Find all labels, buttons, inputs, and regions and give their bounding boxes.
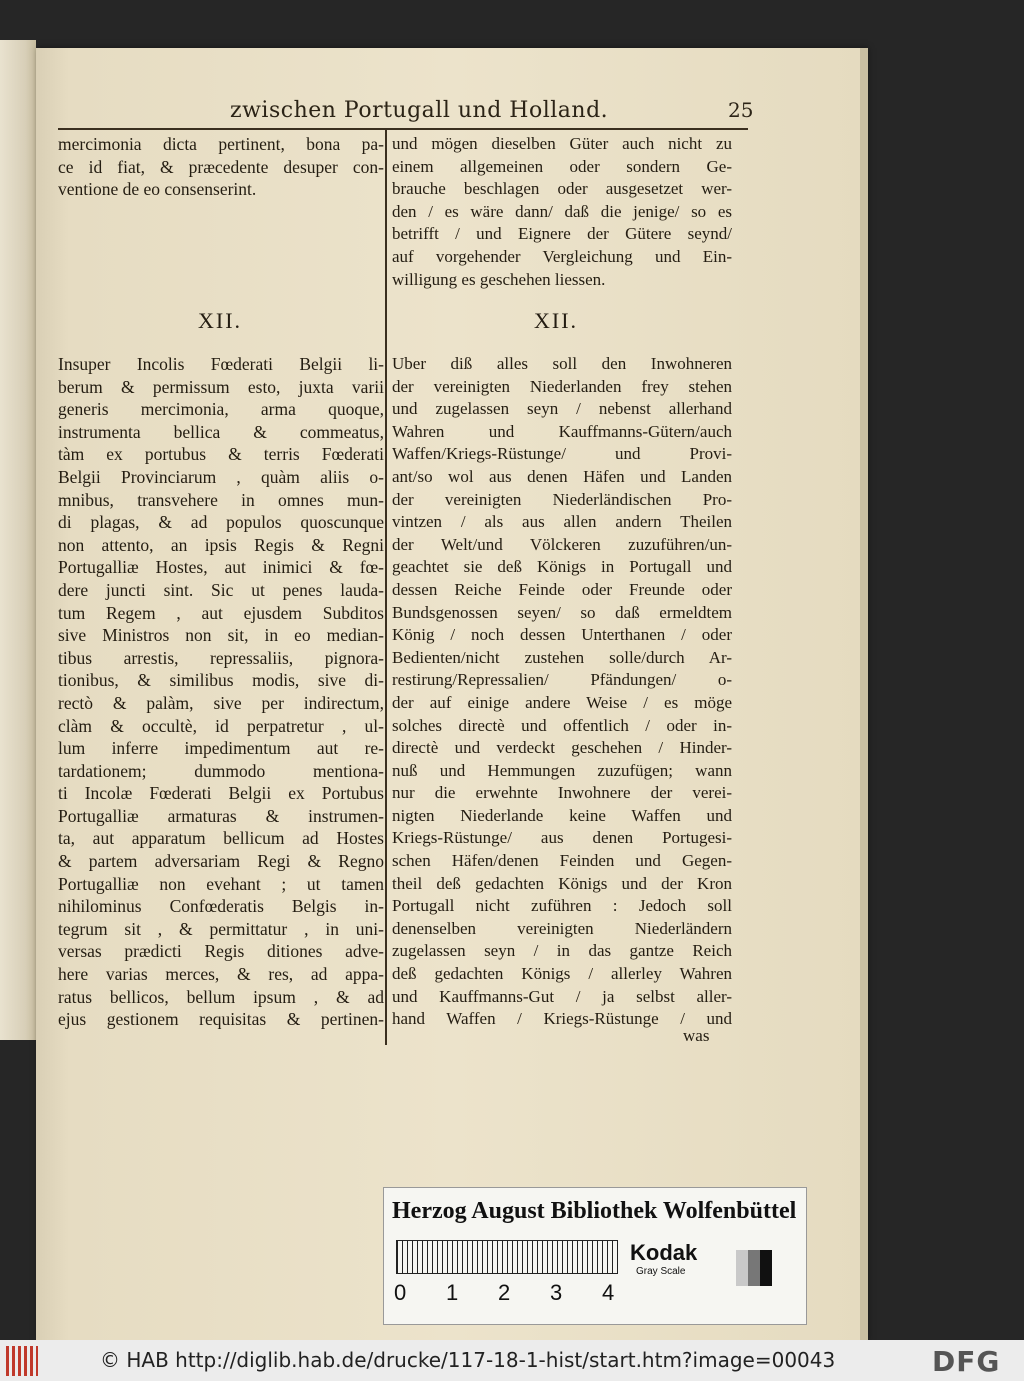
gray-swatch-light	[736, 1250, 748, 1286]
text-line: Portugalliæ armaturas & instrumen-	[58, 805, 384, 826]
gray-scale-caption: Gray Scale	[636, 1266, 686, 1277]
text-line: sive Ministros non sit, in eo median-	[58, 625, 384, 646]
text-line: und zugelassen seyn / nebenst allerhand	[392, 399, 732, 419]
text-line: tàm ex portubus & terris Fœderati	[58, 444, 384, 465]
text-line: zugelassen seyn / in das gantze Reich	[392, 941, 732, 961]
text-line: tegrum sit , & permittatur , in uni-	[58, 918, 384, 939]
text-line: König / noch dessen Unterthanen / oder	[392, 625, 732, 645]
text-line: willigung es geschehen liessen.	[392, 269, 606, 289]
kodak-brand: Kodak	[630, 1240, 698, 1265]
text-line: der vereinigten Niederlanden frey stehen	[392, 376, 732, 396]
text-line: und Kauffmanns-Gut / ja selbst aller-	[392, 986, 732, 1006]
text-line: tum Regem , aut ejusdem Subditos	[58, 602, 384, 623]
scale-ticks	[394, 1280, 624, 1308]
dfg-logo[interactable]: DFG	[932, 1345, 1001, 1378]
text-line: ejus gestionem requisitas & pertinen-	[58, 1009, 384, 1030]
text-line: mnibus, transvehere in omnes mun-	[58, 489, 384, 510]
text-line: nur die erwehnte Inwohnere der verei-	[392, 783, 732, 803]
text-line: auf vorgehender Vergleichung und Ein-	[392, 246, 732, 266]
text-line: den / es wäre dann/ daß die jenige/ so es	[392, 201, 732, 221]
text-line: non attento, an ipsis Regis & Regni	[58, 534, 384, 555]
scale-tick-label: 0	[394, 1280, 407, 1305]
text-line: directè und verdeckt geschehen / Hinder-	[392, 738, 732, 758]
text-line: ce id fiat, & præcedente desuper con-	[58, 156, 384, 177]
scale-tick-label: 2	[498, 1280, 511, 1305]
text-line: Kriegs-Rüstunge/ aus denen Portugesi-	[392, 828, 732, 848]
text-line: Belgii Provinciarum , quàm aliis o-	[58, 466, 384, 487]
text-line: generis mercimonia, arma quoque,	[58, 399, 384, 420]
text-line: Wahren und Kauffmanns-Gütern/auch	[392, 421, 732, 441]
text-line: tionibus, & similibus modis, sive di-	[58, 670, 384, 691]
text-line: nigten Niederlande keine Waffen und	[392, 805, 732, 825]
text-line: rectò & palàm, sive per indirectum,	[58, 692, 384, 713]
text-line: betrifft / und Eignere der Gütere seynd/	[392, 224, 732, 244]
latin-column-body	[58, 353, 384, 1031]
text-line: restirung/Repressalien/ Pfändungen/ o-	[392, 670, 732, 690]
header-rule	[58, 128, 748, 130]
text-line: der auf einige andere Weise / es möge	[392, 692, 732, 712]
text-line: theil deß gedachten Königs und der Kron	[392, 873, 732, 893]
text-line: berum & permissum esto, juxta varii	[58, 376, 384, 397]
text-line: Portugall nicht zuführen : Jedoch soll	[392, 896, 732, 916]
text-line: geachtet sie deß Königs in Portugall und	[392, 557, 732, 577]
running-head: zwischen Portugall und Holland.	[230, 98, 609, 123]
gray-swatch-mid	[748, 1250, 760, 1286]
section-number-latin: XII.	[198, 308, 243, 333]
text-line: ta, aut apparatum bellicum ad Hostes	[58, 828, 384, 849]
text-line: ant/so wol aus denen Häfen und Landen	[392, 466, 732, 486]
text-line: ventione de eo consenserint.	[58, 179, 257, 200]
text-line: dere juncti sint. Sic ut penes lauda-	[58, 579, 384, 600]
library-label-title: Herzog August Bibliothek Wolfenbüttel	[392, 1198, 797, 1224]
scale-tick-label: 4	[602, 1280, 615, 1305]
text-line: Portugalliæ non evehant ; ut tamen	[58, 873, 384, 894]
text-line: solches directè und offentlich / oder in-	[392, 715, 732, 735]
text-line: mercimonia dicta pertinent, bona pa-	[58, 134, 384, 154]
gray-swatch-dark	[760, 1250, 772, 1286]
latin-column-top	[58, 133, 384, 201]
text-line: tibus arrestis, repressaliis, pignora-	[58, 647, 384, 668]
text-line: & partem adversariam Regi & Regno	[58, 851, 384, 872]
text-line: Portugalliæ Hostes, aut inimici & fœ-	[58, 557, 384, 578]
text-line: clàm & occultè, id perpatretur , ul-	[58, 715, 384, 736]
scale-tick-label: 1	[446, 1280, 459, 1305]
text-line: Bundsgenossen seyen/ so daß ermeldtem	[392, 602, 732, 622]
text-line: deß gedachten Königs / allerley Wahren	[392, 964, 732, 984]
library-label	[383, 1187, 807, 1325]
text-line: Bedienten/nicht zustehen solle/durch Ar-	[392, 647, 732, 667]
text-line: und mögen dieselben Güter auch nicht zu	[392, 134, 732, 153]
text-line: hand Waffen / Kriegs-Rüstunge / und	[392, 1009, 732, 1029]
text-line: di plagas, & ad populos quoscunque	[58, 512, 384, 533]
text-line: Waffen/Kriegs-Rüstunge/ und Provi-	[392, 444, 732, 464]
text-line: nuß und Hemmungen zuzufügen; wann	[392, 760, 732, 780]
text-line: here varias merces, & res, ad appa-	[58, 964, 384, 985]
viewer-footer	[0, 1340, 1024, 1381]
text-line: der Welt/und Völckeren zuzuführen/un-	[392, 534, 732, 554]
text-line: brauche beschlagen oder ausgesetzet wer-	[392, 179, 732, 199]
text-line: nihilominus Confœderatis Belgis in-	[58, 896, 384, 917]
text-line: einem allgemeinen oder sondern Ge-	[392, 156, 732, 176]
text-line: ratus bellicos, bellum ipsum , & ad	[58, 986, 384, 1007]
text-line: Uber diß alles soll den Inwohneren	[392, 354, 732, 373]
text-line: lum inferre impedimentum aut re-	[58, 738, 384, 759]
text-line: denenselben vereinigten Niederländern	[392, 918, 732, 938]
page-number: 25	[728, 98, 754, 122]
text-line: ti Incolæ Fœderati Belgii ex Portubus	[58, 783, 384, 804]
page-edge	[860, 48, 868, 1340]
scale-ruler	[396, 1240, 618, 1274]
text-line: instrumenta bellica & commeatus,	[58, 421, 384, 442]
text-line: schen Häfen/denen Feinden und Gegen-	[392, 851, 732, 871]
catchword: was	[683, 1026, 710, 1045]
hab-logo-icon[interactable]	[6, 1346, 38, 1376]
german-column-body	[392, 353, 732, 1031]
source-url-link[interactable]: © HAB http://diglib.hab.de/drucke/117-18-1-hist/start.htm?image=00043	[100, 1348, 836, 1372]
previous-page-edge	[0, 40, 36, 1040]
german-column-top	[392, 133, 732, 291]
text-line: versas prædicti Regis ditiones adve-	[58, 941, 384, 962]
text-line: dessen Reiche Feinde oder Freunde oder	[392, 579, 732, 599]
text-line: der vereinigten Niederländischen Pro-	[392, 489, 732, 509]
text-line: tardationem; dummodo mentiona-	[58, 760, 384, 781]
text-line: Insuper Incolis Fœderati Belgii li-	[58, 354, 384, 374]
column-divider	[385, 130, 387, 1045]
section-number-german: XII.	[534, 308, 579, 333]
scale-tick-label: 3	[550, 1280, 563, 1305]
text-line: vintzen / als aus allen andern Theilen	[392, 512, 732, 532]
